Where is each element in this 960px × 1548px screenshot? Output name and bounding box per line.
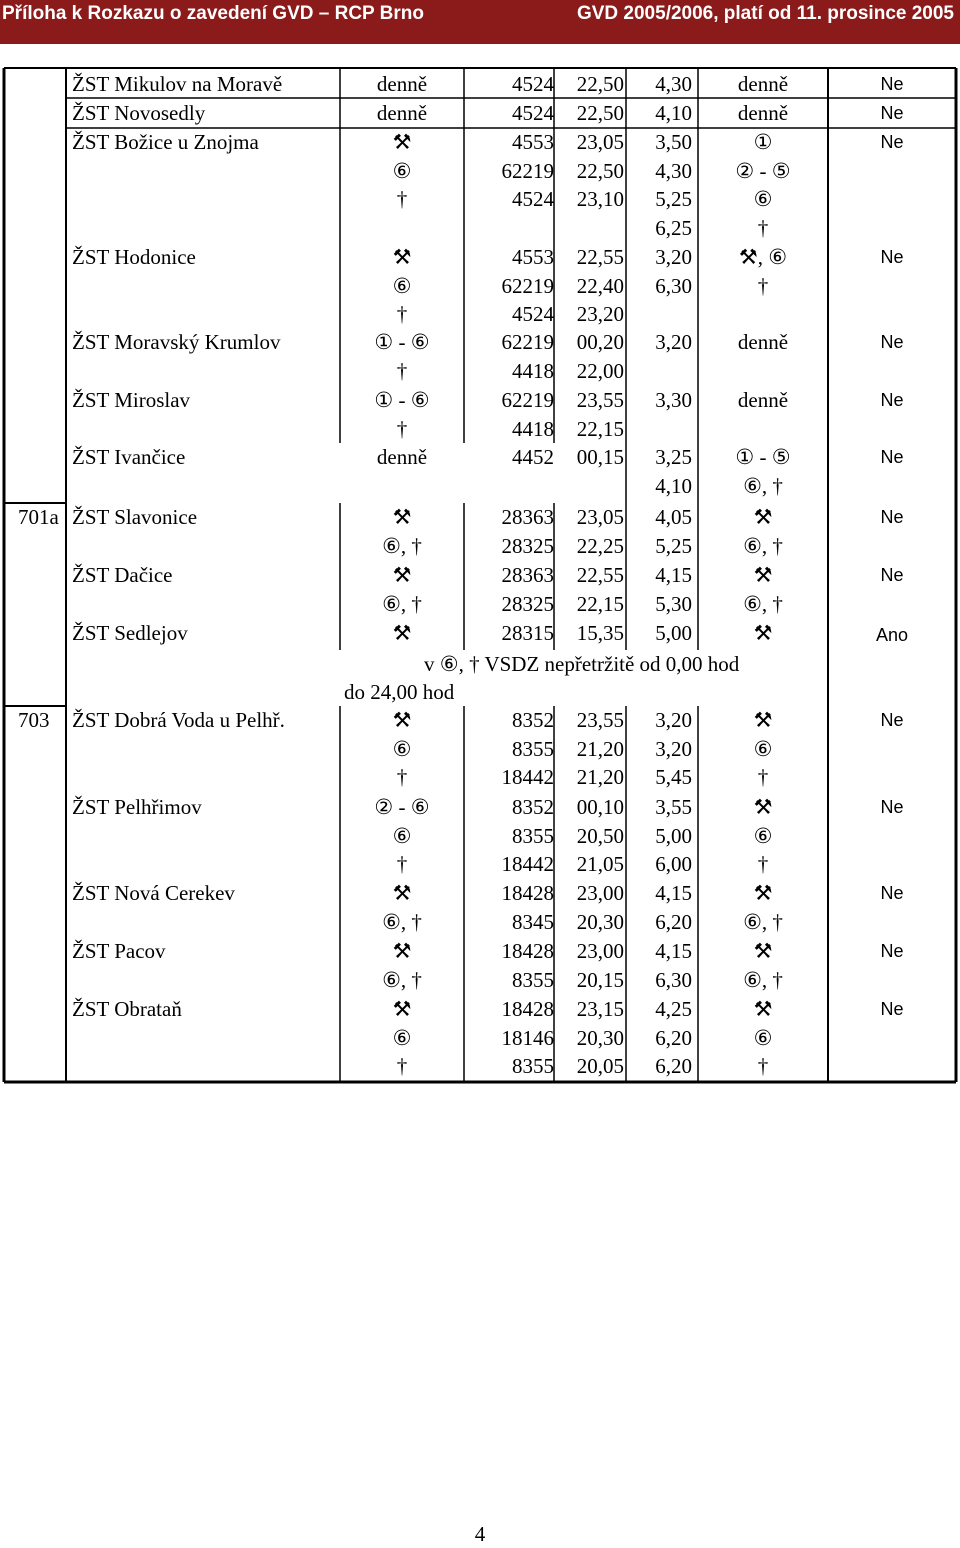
station-name: ŽST Dobrá Voda u Pelhř. <box>72 708 285 732</box>
row-number: 701a <box>18 505 59 529</box>
validity-days: † <box>396 358 408 383</box>
time-to: 3,20 <box>655 708 692 732</box>
train-number: 62219 <box>501 330 554 354</box>
validity-days: ⚒ <box>392 563 412 587</box>
time-from: 23,00 <box>576 881 624 905</box>
time-from: 22,50 <box>576 101 624 125</box>
validity-days: ⑥, † <box>382 967 422 992</box>
validity-days: ⚒ <box>392 505 412 529</box>
continuous-flag: Ne <box>880 247 904 267</box>
train-number: 62219 <box>501 388 554 412</box>
time-from: 21,20 <box>576 765 624 790</box>
time-to: 3,20 <box>655 736 692 761</box>
time-to: 4,05 <box>655 505 692 529</box>
validity-days: ⑥ <box>392 1025 412 1050</box>
validity-days-to: ⚒, ⑥ <box>738 245 788 269</box>
time-from: 21,05 <box>576 852 624 877</box>
sedlejov-note-line1: v ⑥, † VSDZ nepřetržitě od 0,00 hod <box>424 652 740 676</box>
time-to: 4,10 <box>655 473 692 498</box>
validity-days: † <box>396 302 408 327</box>
time-to: 3,20 <box>655 245 692 269</box>
validity-days-to: † <box>757 1054 769 1079</box>
time-from: 22,50 <box>576 158 624 183</box>
header-left: Příloha k Rozkazu o zavedení GVD – RCP Brno <box>2 3 424 24</box>
time-from: 22,50 <box>576 72 624 96</box>
validity-days: ⚒ <box>392 881 412 905</box>
validity-days-to: ⑥, † <box>743 909 783 934</box>
validity-days-to: ⚒ <box>753 563 773 587</box>
validity-days: ⚒ <box>392 621 412 645</box>
time-to: 5,30 <box>655 591 692 616</box>
validity-days: † <box>396 1054 408 1079</box>
station-name: ŽST Pelhřimov <box>72 795 202 819</box>
train-number: 4524 <box>512 72 554 96</box>
validity-days-to: ⚒ <box>753 997 773 1021</box>
train-number: 62219 <box>501 273 554 298</box>
time-to: 6,25 <box>655 215 692 240</box>
time-from: 15,35 <box>576 621 624 645</box>
time-to: 4,25 <box>655 997 692 1021</box>
station-name: ŽST Mikulov na Moravě <box>72 72 283 96</box>
train-number: 28363 <box>501 563 554 587</box>
train-number: 4524 <box>512 101 554 125</box>
continuous-flag: Ano <box>875 625 909 645</box>
station-name: ŽST Novosedly <box>72 101 206 125</box>
validity-days-to: ⑥ <box>753 187 773 212</box>
station-name: ŽST Božice u Znojma <box>72 130 259 154</box>
train-number: 4418 <box>512 416 554 441</box>
validity-days-to: ⚒ <box>753 621 773 645</box>
station-name: ŽST Nová Cerekev <box>72 881 235 905</box>
validity-days-to: ② - ⑤ <box>735 158 791 183</box>
validity-days: ⑥, † <box>382 591 422 616</box>
validity-days: ⚒ <box>392 245 412 269</box>
validity-days-to: ⑥, † <box>743 473 783 498</box>
time-to: 4,30 <box>655 72 692 96</box>
time-from: 23,10 <box>576 187 624 212</box>
train-number: 8355 <box>512 967 554 992</box>
time-to: 3,30 <box>655 388 692 412</box>
station-name: ŽST Pacov <box>72 939 166 963</box>
validity-days: denně <box>376 445 428 469</box>
train-number: 4418 <box>512 358 554 383</box>
validity-days: ⚒ <box>392 997 412 1021</box>
station-name: ŽST Ivančice <box>72 445 186 469</box>
time-from: 20,30 <box>576 1025 624 1050</box>
validity-days: ① - ⑥ <box>374 330 430 354</box>
validity-days: denně <box>376 101 428 125</box>
continuous-flag: Ne <box>880 883 904 903</box>
page-number: 4 <box>474 1522 486 1546</box>
train-number: 4452 <box>512 445 554 469</box>
time-from: 22,00 <box>576 358 624 383</box>
time-from: 00,20 <box>576 330 624 354</box>
validity-days-to: ⚒ <box>753 505 773 529</box>
continuous-flag: Ne <box>880 507 904 527</box>
validity-days: ⚒ <box>392 939 412 963</box>
train-number: 18428 <box>501 997 554 1021</box>
station-name: ŽST Obrataň <box>72 997 182 1021</box>
validity-days-to: † <box>757 765 769 790</box>
time-from: 00,10 <box>576 795 624 819</box>
train-number: 18428 <box>501 939 554 963</box>
train-number: 4524 <box>512 187 554 212</box>
time-to: 6,20 <box>655 1025 692 1050</box>
train-number: 18428 <box>501 881 554 905</box>
time-to: 5,25 <box>655 187 692 212</box>
validity-days: ⑥ <box>392 736 412 761</box>
train-number: 8352 <box>512 708 554 732</box>
time-to: 6,30 <box>655 967 692 992</box>
time-to: 5,25 <box>655 533 692 558</box>
time-from: 22,25 <box>576 533 624 558</box>
validity-days: denně <box>376 72 428 96</box>
station-name: ŽST Sedlejov <box>72 621 188 645</box>
time-from: 23,00 <box>576 939 624 963</box>
validity-days-to: denně <box>737 72 789 96</box>
time-from: 20,05 <box>576 1054 624 1079</box>
validity-days-to: denně <box>737 388 789 412</box>
validity-days: ① - ⑥ <box>374 388 430 412</box>
station-name: ŽST Slavonice <box>72 505 198 529</box>
validity-days: ⑥ <box>392 158 412 183</box>
validity-days: ⚒ <box>392 708 412 732</box>
time-from: 22,55 <box>576 563 624 587</box>
continuous-flag: Ne <box>880 447 904 467</box>
continuous-flag: Ne <box>880 103 904 123</box>
time-from: 20,15 <box>576 967 624 992</box>
validity-days-to: ⚒ <box>753 708 773 732</box>
header-right: GVD 2005/2006, platí od 11. prosince 2005 <box>576 3 954 24</box>
validity-days: ⑥ <box>392 273 412 298</box>
station-name: ŽST Hodonice <box>72 245 196 269</box>
station-name: ŽST Moravský Krumlov <box>72 330 281 354</box>
time-to: 5,00 <box>655 621 692 645</box>
validity-days-to: ⚒ <box>753 881 773 905</box>
time-from: 22,40 <box>576 273 624 298</box>
time-to: 6,30 <box>655 273 692 298</box>
train-number: 18146 <box>501 1025 554 1050</box>
time-from: 00,15 <box>576 445 624 469</box>
continuous-flag: Ne <box>880 132 904 152</box>
time-from: 23,55 <box>576 708 624 732</box>
train-number: 8352 <box>512 795 554 819</box>
time-to: 6,00 <box>655 852 692 877</box>
validity-days: † <box>396 416 408 441</box>
time-to: 4,10 <box>655 101 692 125</box>
validity-days: † <box>396 852 408 877</box>
train-number: 28363 <box>501 505 554 529</box>
time-to: 4,15 <box>655 939 692 963</box>
time-to: 5,00 <box>655 823 692 848</box>
continuous-flag: Ne <box>880 710 904 730</box>
time-to: 4,30 <box>655 158 692 183</box>
train-number: 18442 <box>501 765 554 790</box>
validity-days-to: ⚒ <box>753 795 773 819</box>
validity-days: ⚒ <box>392 130 412 154</box>
time-from: 23,15 <box>576 997 624 1021</box>
time-to: 3,20 <box>655 330 692 354</box>
validity-days-to: ⑥, † <box>743 967 783 992</box>
time-from: 22,15 <box>576 591 624 616</box>
validity-days: ② - ⑥ <box>374 795 430 819</box>
time-from: 21,20 <box>576 736 624 761</box>
time-from: 22,15 <box>576 416 624 441</box>
row-number: 703 <box>18 708 50 732</box>
validity-days-to: † <box>757 215 769 240</box>
time-from: 22,55 <box>576 245 624 269</box>
validity-days-to: ⑥, † <box>743 533 783 558</box>
validity-days-to: † <box>757 852 769 877</box>
time-from: 20,50 <box>576 823 624 848</box>
validity-days-to: ⑥ <box>753 1025 773 1050</box>
validity-days-to: ⑥ <box>753 736 773 761</box>
time-to: 4,15 <box>655 881 692 905</box>
time-to: 6,20 <box>655 1054 692 1079</box>
train-number: 28325 <box>501 533 554 558</box>
train-number: 8355 <box>512 1054 554 1079</box>
sedlejov-note-line2: do 24,00 hod <box>344 680 455 704</box>
time-to: 4,15 <box>655 563 692 587</box>
train-number: 4553 <box>512 130 554 154</box>
time-from: 23,05 <box>576 130 624 154</box>
validity-days-to: ⚒ <box>753 939 773 963</box>
validity-days-to: denně <box>737 330 789 354</box>
validity-days-to: ⑥, † <box>743 591 783 616</box>
train-number: 4553 <box>512 245 554 269</box>
train-number: 4524 <box>512 302 554 327</box>
time-to: 3,25 <box>655 445 692 469</box>
validity-days: ⑥, † <box>382 909 422 934</box>
continuous-flag: Ne <box>880 332 904 352</box>
train-number: 28325 <box>501 591 554 616</box>
validity-days-to: ① <box>753 130 773 154</box>
time-to: 5,45 <box>655 765 692 790</box>
time-to: 3,55 <box>655 795 692 819</box>
validity-days-to: ① - ⑤ <box>735 445 791 469</box>
continuous-flag: Ne <box>880 565 904 585</box>
validity-days-to: † <box>757 273 769 298</box>
validity-days-to: denně <box>737 101 789 125</box>
time-to: 6,20 <box>655 909 692 934</box>
time-to: 3,50 <box>655 130 692 154</box>
validity-days-to: ⑥ <box>753 823 773 848</box>
validity-days: † <box>396 765 408 790</box>
train-number: 62219 <box>501 158 554 183</box>
time-from: 23,05 <box>576 505 624 529</box>
continuous-flag: Ne <box>880 797 904 817</box>
validity-days: † <box>396 187 408 212</box>
station-name: ŽST Miroslav <box>72 388 191 412</box>
train-number: 8345 <box>512 909 554 934</box>
time-from: 23,55 <box>576 388 624 412</box>
time-from: 20,30 <box>576 909 624 934</box>
station-name: ŽST Dačice <box>72 563 173 587</box>
continuous-flag: Ne <box>880 390 904 410</box>
continuous-flag: Ne <box>880 941 904 961</box>
train-number: 28315 <box>501 621 554 645</box>
train-number: 8355 <box>512 736 554 761</box>
validity-days: ⑥ <box>392 823 412 848</box>
train-number: 18442 <box>501 852 554 877</box>
continuous-flag: Ne <box>880 999 904 1019</box>
train-number: 8355 <box>512 823 554 848</box>
validity-days: ⑥, † <box>382 533 422 558</box>
time-from: 23,20 <box>576 302 624 327</box>
continuous-flag: Ne <box>880 74 904 94</box>
